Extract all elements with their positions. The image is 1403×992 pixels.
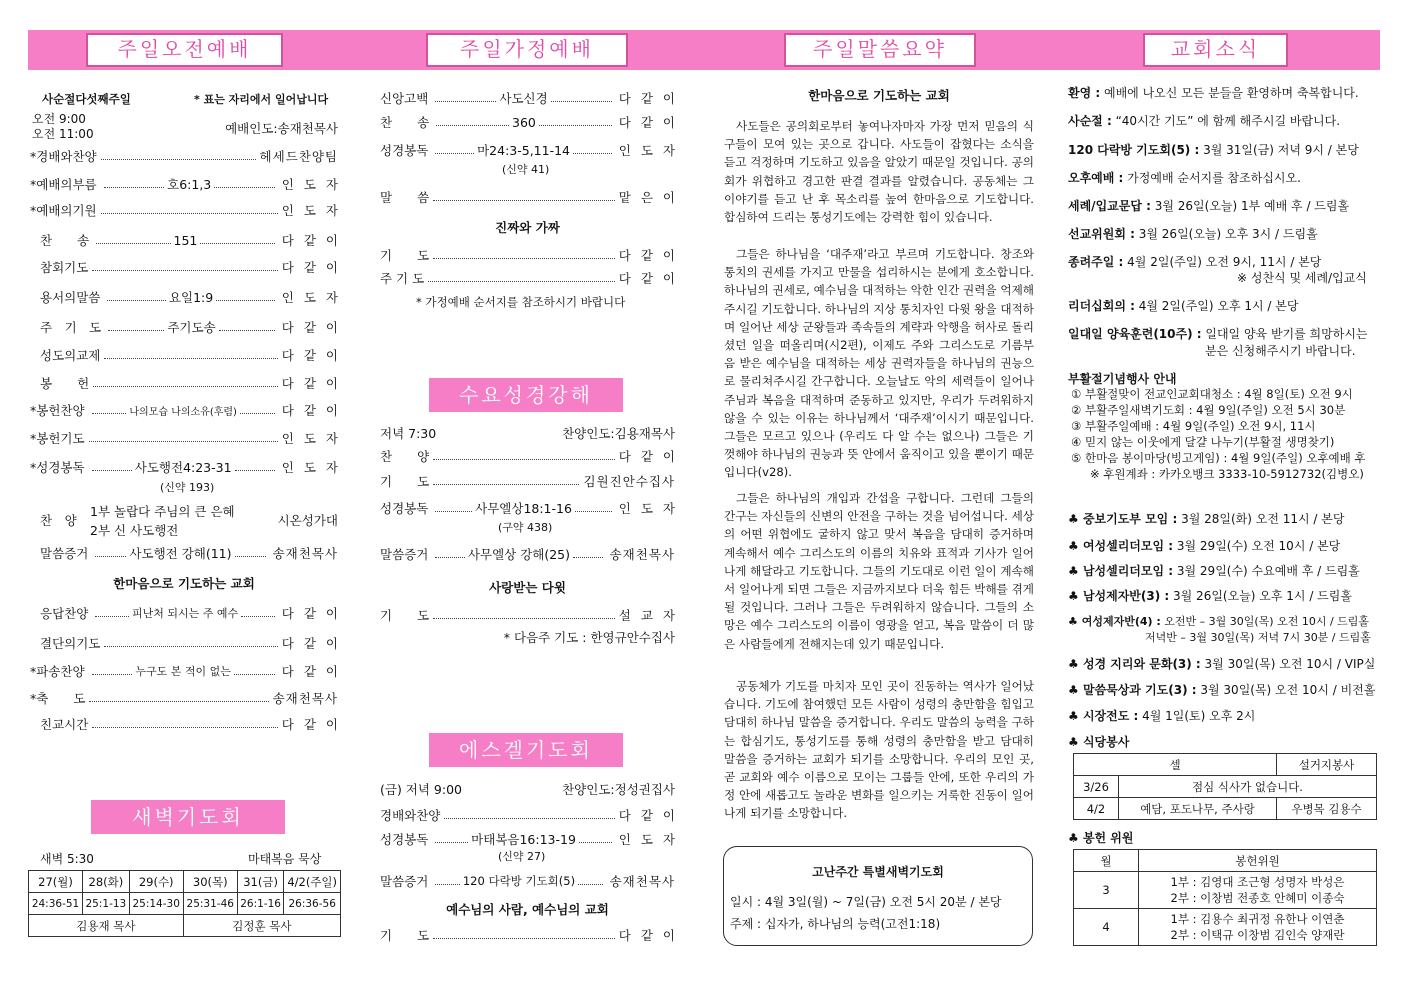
news-item: 세례/입교문답 : 3월 26일(오늘) 1부 예배 후 / 드림홀 <box>1068 199 1350 213</box>
order-row: 말씀증거 120 다락방 기도회(5) 송재천목사 <box>380 874 675 889</box>
order-row: 기 도 김원진안수집사 <box>380 474 675 489</box>
meeting-item: ♣ 남성제자반(3) : 3월 26일(오늘) 오후 1시 / 드림홀 <box>1068 589 1352 603</box>
sermon-summary-heading: 주일말씀요약 <box>784 33 976 67</box>
meeting-item: ♣ 성경 지리와 문화(3) : 3월 30일(목) 오전 10시 / VIP실 <box>1068 657 1376 671</box>
special-dawn-date: 일시 : 4월 3일(월) ~ 7일(금) 오전 5시 20분 / 본당 <box>730 895 1002 909</box>
order-row: 경배와찬양 다같이 <box>380 808 685 823</box>
easter-item: ※ 후원계좌 : 카카오뱅크 3333-10-5912732(김병오) <box>1090 467 1364 481</box>
order-row: *축 도 송재천목사 <box>30 691 338 706</box>
order-row: 기 도 다같이 <box>380 928 685 943</box>
anthem-second: 2부 신 사도행전 <box>90 523 179 538</box>
order-row: *경배와찬양 헤세드찬양팀 <box>30 149 338 164</box>
lent-week: 사순절다섯째주일 <box>42 92 131 106</box>
order-row: 결단의기도 다같이 <box>40 636 348 651</box>
ez-time: (금) 저녁 9:00 <box>380 782 462 797</box>
summary-paragraph-4: 공동체가 기도를 마치자 모인 곳이 진동하는 역사가 일어났습니다. 기도에 참여했던 모든 사람이 성령의 충만함을 힘입고 담대히 하나님 말씀을 증거합니다. 우리도 말씀의 능력을 구하는 합심기도, 통성기도를 통해 성령의 충만함을 받고 담대히 말씀을 증거하는 교회가 되기를 소망합니다. 우리의 모인 곳, 곧 교회와 예수 이름으로 모이는 그룹들 안에, 또한 우리의 가정 안에 새롭고도 놀라운 변화를 일으키는 거룩한 진동이 일어나게 되기를 소망합니다. <box>724 679 1034 821</box>
palm-sunday-note: ※ 성찬식 및 세례/입교식 <box>1237 271 1367 285</box>
sunday-morning-heading: 주일오전예배 <box>86 33 283 67</box>
summary-paragraph-3: 그들은 하나님의 개입과 간섭을 구합니다. 그런데 그들의 간구는 자신들의 신변의 안전을 구하는 것을 넘어섭니다. 세상의 어떤 위협에도 굴하지 않고 맞서 복음을 담대히 증거하며 계속해서 예수 그리스도의 이름의 치유와 표적과 기사가 일어나게 해달라고 기도합니다. 그들의 기도대로 이런 일이 계속해서 일어나게 되면 그들은 지금까지보다 더욱 힘든 박해를 겪게 될 것입니다. 그러나 그들은 두려워하지 않습니다. 그들의 소망은 예수 그리스도의 이름이 영광을 얻고, 복음 말씀이 더 많은 사람들에게 전해지는데 있기 때문입니다. <box>724 491 1034 651</box>
dawn-book: 마태복음 묵상 <box>248 852 322 866</box>
wednesday-heading: 수요성경강해 <box>429 378 623 412</box>
family-worship-heading: 주일가정예배 <box>426 33 628 67</box>
order-row: 말씀증거 사도행전 강해(11) 송재천목사 <box>40 546 338 561</box>
order-row: 성경봉독 사무엘상18:1-16 인도자 <box>380 501 685 516</box>
meeting-item: ♣ 여성제자반(4) : 오전반 – 3월 30일(목) 오전 10시 / 드림홀 <box>1068 615 1370 628</box>
order-row: 신앙고백 사도신경 다같이 <box>380 91 685 106</box>
order-row: 참회기도 다같이 <box>40 260 348 275</box>
order-row: *성경봉독 사도행전4:23-31 인도자 <box>30 460 348 475</box>
news-item: 오후예배 : 가정예배 순서지를 참조하십시오. <box>1068 171 1301 185</box>
order-row: 말씀증거 사무엘상 강해(25) 송재천목사 <box>380 547 675 562</box>
family-worship-order <box>380 88 685 318</box>
anthem-first: 1부 놀랍다 주님의 큰 은혜 <box>90 504 235 519</box>
wednesday-order <box>380 420 685 650</box>
order-row: 기 도 설교자 <box>380 608 685 623</box>
order-row: 성도의교제 다같이 <box>40 348 348 363</box>
summary-paragraph-2: 그들은 하나님을 ‘대주재’라고 부르며 기도합니다. 창조와 통치의 권세를 가지고 만물을 섭리하시는 분에게 호소합니다. 하나님의 권세로, 예수님을 대적하는 악한 인간 권력을 억제해주시길 기도합니다. 하나님의 지상 통치자인 다윗 왕을 대적하며 일어난 세상 군왕들과 족속들의 계략과 악행을 허사로 돌리셨던 일을 떠올리며(시2편), 이제도 주와 그리스도로 기름부음 받은 예수님을 대적하는 세상 권력자들을 하나님의 권능으로 물리쳐주시길 간구합니다. 오늘날도 악의 세력들이 일어나 주님과 복음을 대적하며 준동하고 있지만, 우리가 두려워하지 않을 수 있는 이유는 하나님께서 ‘대주재’이시기 때문입니다. 그들은 모르고 있으나 (우리도 다 알 수는 없으나) 그들은 기껏해야 하나님의 권능과 뜻 안에서 움직이고 있을 뿐이기 때문입니다(v28). <box>724 247 1034 480</box>
stand-note: * 표는 자리에서 일어납니다 <box>194 93 329 106</box>
order-row: 주 기 도 다같이 <box>380 271 685 286</box>
one-on-one-note: 분은 신청해주시기 바랍니다. <box>1205 344 1356 358</box>
news-item: 환영 : 예배에 나오신 모든 분들을 환영하며 축복합니다. <box>1068 86 1359 100</box>
order-row: *예배의기원 인도자 <box>30 203 348 218</box>
order-row: *파송찬양 누구도 본 적이 없는 다같이 <box>30 664 348 679</box>
meeting-item: ♣ 말씀묵상과 기도(3) : 3월 30일(목) 오전 10시 / 비전홀 <box>1068 683 1376 697</box>
food-service-table: 셀 설거지봉사 3/26 점심 식사가 없습니다. 4/2 예담, 포도나무, 주사랑 우병목 김용수 <box>1073 753 1377 820</box>
offering-table: 월 봉헌위원 3 1부 : 김영대 조근형 성명자 박성은 2부 : 이창범 전종호 안혜미 이종숙 4 1부 : 김용수 최귀정 유한나 이연춘 2부 : 이택규 이창범 김인숙 양재란 <box>1073 849 1377 946</box>
wed-verse-note: (구약 438) <box>498 521 553 534</box>
verse-note: (신약 193) <box>160 481 215 494</box>
news-item: 120 다락방 기도회(5) : 3월 31일(금) 저녁 9시 / 본당 <box>1068 143 1359 157</box>
offering-title: ♣ 봉헌 위원 <box>1068 831 1134 845</box>
order-row: 성경봉독 마24:3-5,11-14 인도자 <box>380 143 685 158</box>
order-row: 용서의말씀 요일1:9 인도자 <box>40 290 348 305</box>
special-dawn-box <box>723 846 1033 946</box>
order-row: 주 기 도 주기도송 다같이 <box>40 320 348 335</box>
ez-sermon-title: 예수님의 사람, 예수님의 교회 <box>446 902 609 917</box>
choir: 시온성가대 <box>277 513 338 528</box>
ez-verse-note: (신약 27) <box>498 850 546 863</box>
order-row: 봉 헌 다같이 <box>40 376 348 391</box>
sermon-title: 한마음으로 기도하는 교회 <box>113 576 255 591</box>
church-news-heading: 교회소식 <box>1143 33 1288 67</box>
order-row: 찬 송 151 다같이 <box>40 232 348 248</box>
news-item: 리더십회의 : 4월 2일(주일) 오후 1시 / 본당 <box>1068 299 1299 313</box>
special-dawn-theme: 주제 : 십자가, 하나님의 능력(고전1:18) <box>730 917 941 931</box>
order-row: *봉헌찬양 나의모습 나의소유(후렴) 다같이 <box>30 403 348 418</box>
food-service-title: ♣ 식당봉사 <box>1068 735 1130 749</box>
family-note: * 가정예배 순서지를 참조하시기 바랍니다 <box>416 295 626 309</box>
order-row: 찬 송 360 다같이 <box>380 114 685 130</box>
family-sermon-title: 진짜와 가짜 <box>495 220 560 235</box>
meeting-item: ♣ 여성셀리더모임 : 3월 29일(수) 오전 10시 / 본당 <box>1068 539 1341 553</box>
easter-item: ② 부활주일새벽기도회 : 4월 9일(주일) 오전 5시 30분 <box>1071 403 1346 417</box>
order-row: *봉헌기도 인도자 <box>30 431 348 446</box>
order-row: 말 씀 맡은이 <box>380 190 685 205</box>
easter-item: ④ 믿지 않는 이웃에게 달걀 나누기(부활절 생명찾기) <box>1071 435 1335 449</box>
easter-item: ⑤ 한마음 봉이마당(빙고게임) : 4월 9일(주일) 오후예배 후 <box>1071 451 1366 465</box>
wed-time: 저녁 7:30 <box>380 426 437 441</box>
ez-leader: 찬양인도:정성권집사 <box>562 782 675 797</box>
summary-title: 한마음으로 기도하는 교회 <box>808 88 950 103</box>
dawn-prayer-heading: 새벽기도회 <box>91 800 285 834</box>
ezekiel-order <box>380 778 685 958</box>
morning-worship-order <box>30 88 348 748</box>
time-first: 오전 9:00 <box>32 112 86 126</box>
time-second: 오전 11:00 <box>32 127 94 141</box>
dawn-time: 새벽 5:30 <box>40 852 94 866</box>
easter-item: ① 부활절맞이 전교인교회대청소 : 4월 8일(토) 오전 9시 <box>1071 387 1353 401</box>
news-item: 사순절 : “40시간 기도” 에 함께 해주시길 바랍니다. <box>1068 114 1341 128</box>
easter-title: 부활절기념행사 안내 <box>1068 372 1177 386</box>
meeting-item: ♣ 시장전도 : 4월 1일(토) 오후 2시 <box>1068 709 1256 723</box>
order-row: 친교시간 다같이 <box>40 717 348 732</box>
ezekiel-heading: 에스겔기도회 <box>429 733 623 767</box>
meeting-item: ♣ 중보기도부 모임 : 3월 28일(화) 오전 11시 / 본당 <box>1068 512 1345 526</box>
dawn-schedule-table: 27(월) 28(화) 29(수) 30(목) 31(금) 4/2(주일) 24:36-51 25:1-13 25:14-30 25:31-46 26:1-16 26:36-56 김용재 목사 김정훈 목사 <box>28 870 341 937</box>
order-row: 기 도 다같이 <box>380 248 685 263</box>
worship-leader: 예배인도:송재천목사 <box>225 121 338 136</box>
news-item: 일대일 양육훈련(10주) : 일대일 양육 받기를 희망하시는 <box>1068 327 1368 341</box>
wed-sermon-title: 사랑받는 다윗 <box>489 580 566 595</box>
news-item: 선교위원회 : 3월 26일(오늘) 오후 3시 / 드림홀 <box>1068 227 1318 241</box>
order-row: 응답찬양 피난처 되시는 주 예수 다같이 <box>40 606 348 621</box>
news-item: 종려주일 : 4월 2일(주일) 오전 9시, 11시 / 본당 <box>1068 255 1322 269</box>
order-row: *예배의부름 호6:1,3 인도자 <box>30 177 348 192</box>
wed-leader: 찬양인도:김용재목사 <box>562 426 675 441</box>
family-verse-note: (신약 41) <box>502 163 550 176</box>
women-disciple-evening: 저녁반 – 3월 30일(목) 저녁 7시 30분 / 드림홀 <box>1145 631 1371 644</box>
summary-paragraph-1: 사도들은 공의회로부터 놓여나자마자 가장 먼저 믿음의 식구들이 모여 있는 곳으로 갑니다. 사도들이 잡혔다는 소식을 듣고 걱정하며 기도하고 있음을 알았기 때문일 것입니다. 공의회가 위협하고 경고한 판결 결과를 알렸습니다. 공동체는 그 이야기를 듣고 난 후 목소리를 높여 한마음으로 기도합니다. 합심하여 드리는 통성기도에는 강력한 힘이 있습니다. <box>724 119 1034 225</box>
special-dawn-title: 고난주간 특별새벽기도회 <box>812 865 944 879</box>
next-prayer: * 다음주 기도 : 한영규안수집사 <box>503 630 675 645</box>
order-row: 찬 양 다같이 <box>380 449 685 464</box>
easter-item: ③ 부활주일예배 : 4월 9일(주일) 오전 9시, 11시 <box>1071 419 1316 433</box>
anthem-label: 찬 양 <box>40 513 77 528</box>
order-row: 성경봉독 마태복음16:13-19 인도자 <box>380 832 685 847</box>
meeting-item: ♣ 남성셀리더모임 : 3월 29일(수) 수요예배 후 / 드림홀 <box>1068 564 1360 578</box>
